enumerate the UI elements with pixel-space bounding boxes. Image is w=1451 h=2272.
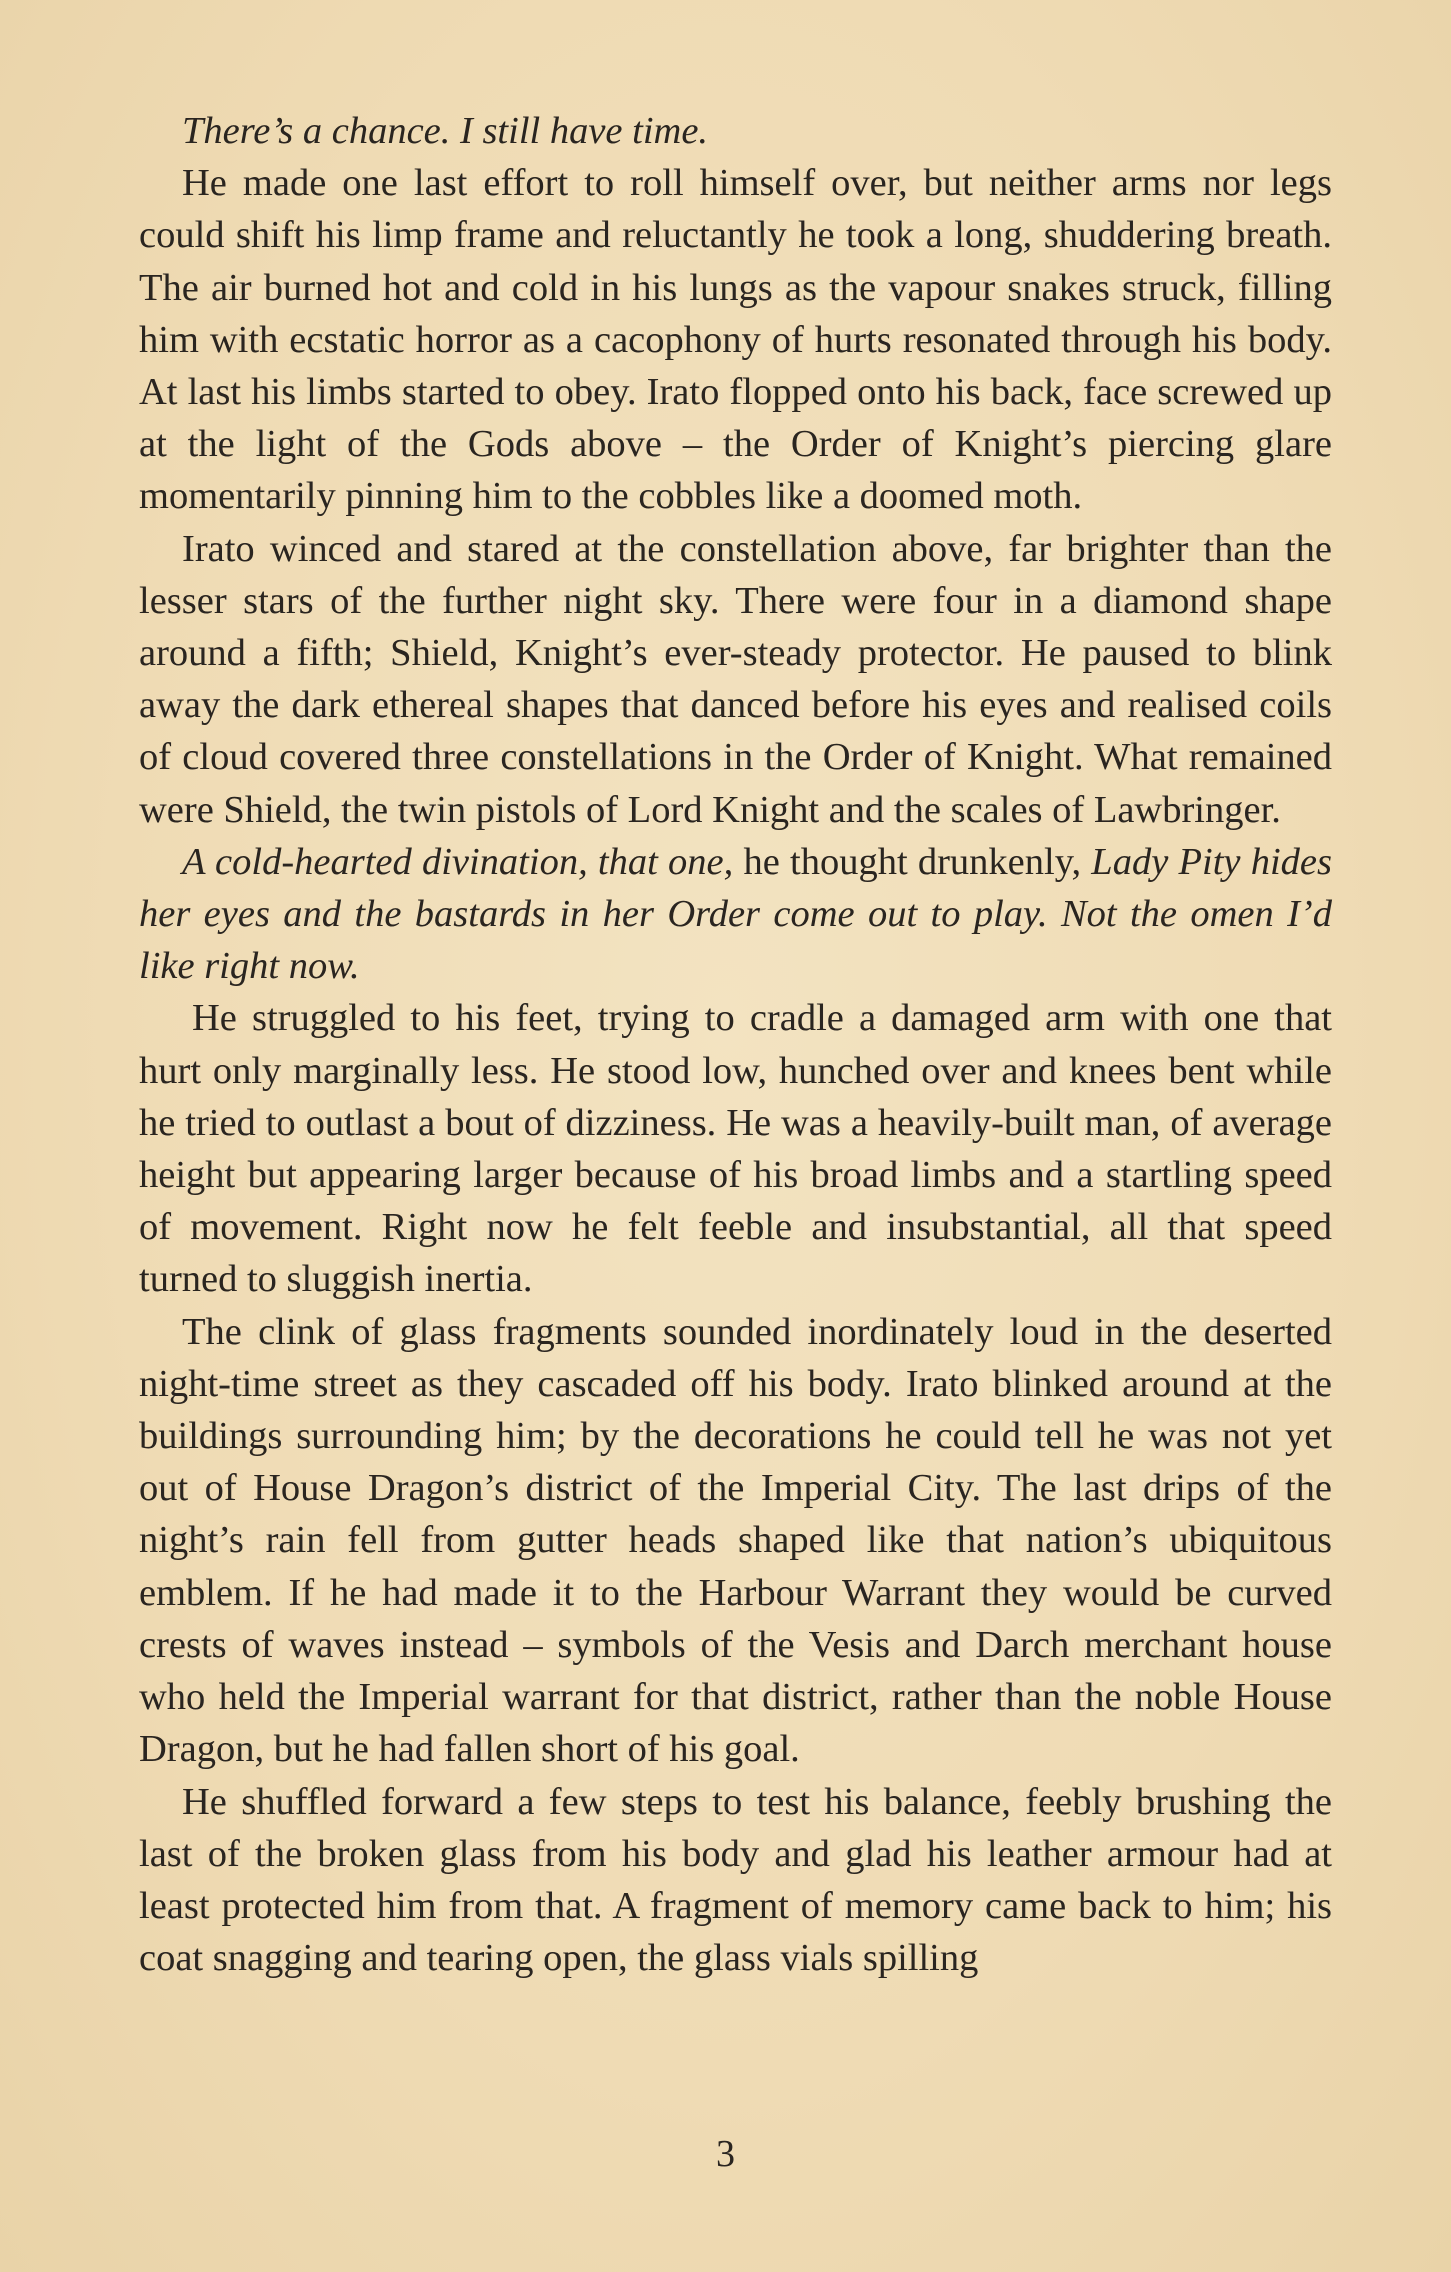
paragraph [139, 523, 1332, 836]
text-run: he thought drunkenly, [733, 840, 1092, 883]
italic-run: A cold-hearted divination, that one, [182, 840, 734, 883]
paragraph [139, 1776, 1332, 1985]
body-text [139, 105, 1332, 1984]
paragraph [139, 1306, 1332, 1776]
paragraph [139, 105, 1332, 157]
text-run: The clink of glass fragments sounded inordinately loud in the deserted night-time street as they cascaded off his body. Irato blinked around at the buildings surrounding him; by the decorations he could tell he was not yet out of House Dragon’s district of the Imperial City. The last drips of the night’s rain fell from gutter heads shaped like that nation’s ubiquitous emblem. If he had made it to the Harbour Warrant they would be curved crests of waves instead – symbols of the Vesis and Darch merchant house who held the Imperial warrant for that district, rather than the noble House Dragon, but he had fallen short of his goal. [139, 1310, 1332, 1771]
page-number: 3 [716, 2133, 735, 2175]
text-run: He struggled to his feet, trying to cradle a damaged arm with one that hurt only marginally less. He stood low, hunched over and knees bent while he tried to outlast a bout of dizziness. He was a heavily-built man, of average height but appearing larger because of his broad limbs and a startling speed of movement. Right now he felt feeble and insubstantial, all that speed turned to sluggish inertia. [139, 997, 1332, 1301]
text-run: Irato winced and stared at the constellation above, far brighter than the lesser stars of the further night sky. There were four in a diamond shape around a fifth; Shield, Knight’s ever-steady protector. He paused to blink away the dark ethereal shapes that danced before his eyes and realised coils of cloud covered three constellations in the Order of Knight. What remained were Shield, the twin pistols of Lord Knight and the scales of Lawbringer. [139, 527, 1332, 831]
paragraph [139, 992, 1332, 1305]
text-run: He shuffled forward a few steps to test his balance, feebly brushing the last of the broken glass from his body and glad his leather armour had at least protected him from that. A fragment of memory came back to him; his coat snagging and tearing open, the glass vials spilling [139, 1780, 1332, 1980]
paragraph [139, 836, 1332, 993]
paragraph [139, 157, 1332, 522]
text-run: He made one last effort to roll himself over, but neither arms nor legs could shift his limp frame and reluctantly he took a long, shuddering breath. The air burned hot and cold in his lungs as the vapour snakes struck, filling him with ecstatic horror as a cacophony of hurts resonated through his body. At last his limbs started to obey. Irato flopped onto his back, face screwed up at the light of the Gods above – the Order of Knight’s piercing glare momentarily pinning him to the cobbles like a doomed moth. [139, 162, 1332, 518]
italic-run: There’s a chance. I still have time. [182, 110, 709, 152]
italic-run: Lady Pity hides her eyes and the bastards in her Order come out to play. Not the omen I’d like right now. [139, 840, 1332, 988]
